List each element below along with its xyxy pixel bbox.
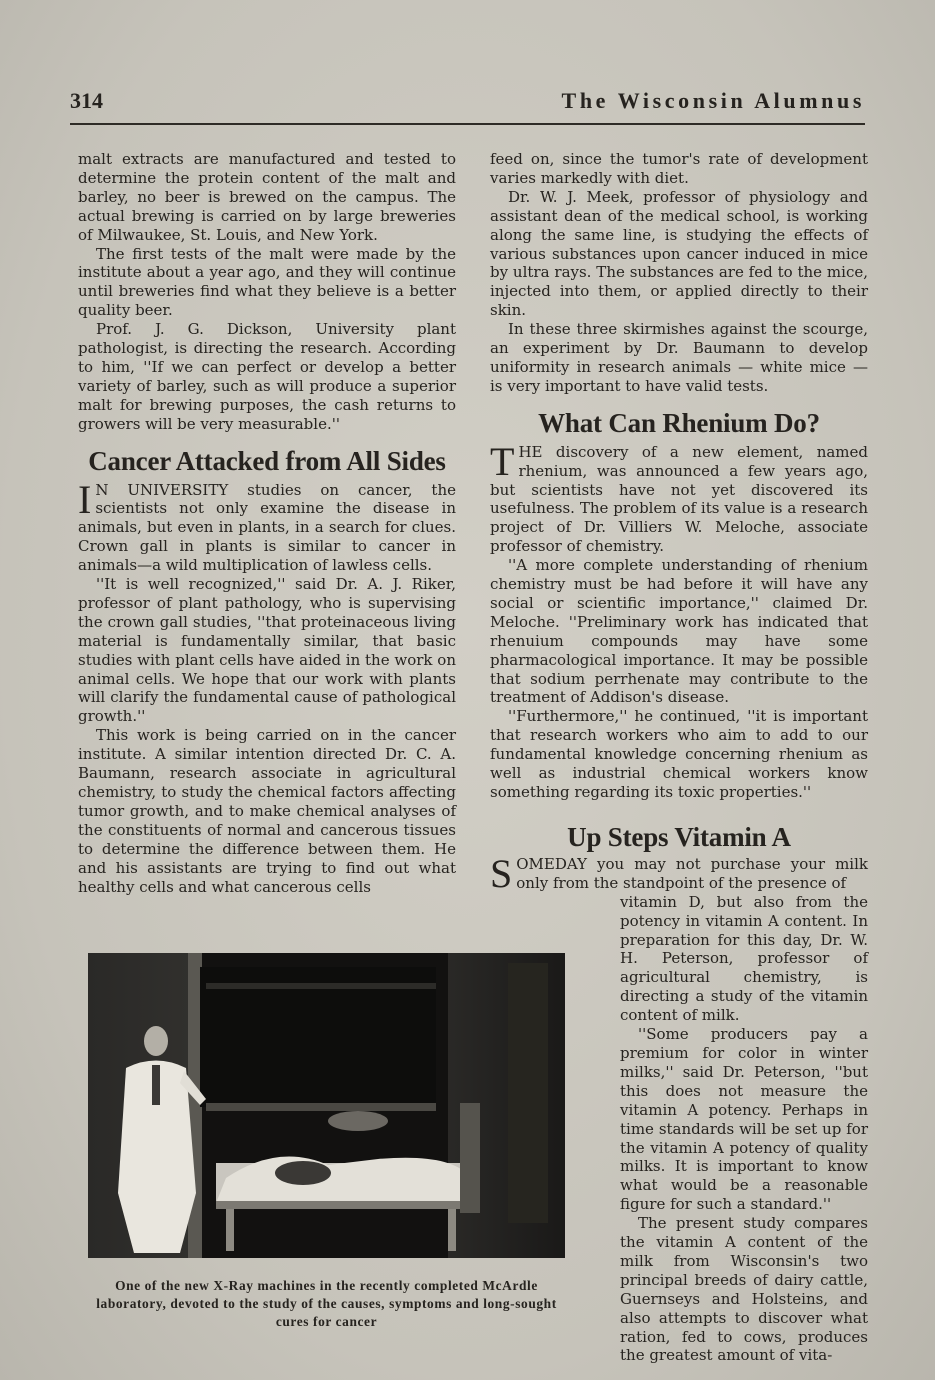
paragraph: malt extracts are manufactured and tested to determine the protein content of the malt and barley, no beer is brewed on the campus. The actual brewing is carried on by large breweries of Milwaukee, St. Louis, and New York. <box>78 150 456 244</box>
drop-cap: S <box>490 850 513 896</box>
paragraph <box>78 476 456 576</box>
paragraph: ''A more complete understanding of rhenium chemistry must be had before it will have any social or scientific importance,'' claimed Dr. Meloche. ''Preliminary work has indicated that rhenuium compounds may have some pharmacological importance. It may be possible that sodium perrhenate may contribute to the treatment of Addison's disease. <box>490 556 868 707</box>
paragraph: This work is being carried on in the cancer institute. A similar intention directed Dr. C. A. Baumann, research associate in agricultural chemistry, to study the chemical factors affecting tumor growth, and to make chemical analyses of the constituents of normal and cancerous tissues to determine the difference between them. He and his assistants are trying to find out what healthy cells and what cancerous cells <box>78 726 456 896</box>
cancer-heading: Cancer Attacked from All Sides <box>88 445 446 476</box>
page-header <box>70 88 865 122</box>
paragraph: The first tests of the malt were made by the institute about a year ago, and they will continue until breweries find what they believe is a better quality beer. <box>78 244 456 320</box>
paragraph: ''Some producers pay a premium for color in winter milks,'' said Dr. Peterson, ''but this does not measure the vitamin A potency. Perhaps in time standards will be set up for the vitamin A potency of quality milks. It is important to know what would be a reasonable figure for such a standard.'' <box>620 1025 868 1214</box>
left-column <box>78 150 456 896</box>
paragraph: vitamin D, but also from the potency in vitamin A content. In preparation for this day, Dr. W. H. Peterson, professor of agricultural chemistry, is directing a study of the vitamin content of milk. <box>620 892 868 1025</box>
paragraph-text: HE discovery of a new element, named rhenium, was announced a few years ago, but scientists have not yet discovered its usefulness. The problem of its value is a research project of Dr. Villiers W. Meloche, associate professor of chemistry. <box>490 442 868 556</box>
vitamin-heading: Up Steps Vitamin A <box>567 822 791 852</box>
paragraph: ''Furthermore,'' he continued, ''it is important that research workers who aim to add to our fundamental knowledge concerning rhenium as well as industrial chemical workers know something regarding its toxic properties.'' <box>490 707 868 801</box>
paragraph-text: OMEDAY you may not purchase your milk only from the standpoint of the presence of <box>516 854 868 892</box>
paragraph-text: N UNIVERSITY studies on cancer, the scientists not only examine the disease in animals, but even in plants, in a search for clues. Crown gall in plants is similar to cancer in animals—a wild multiplication of lawless cells. <box>78 480 456 575</box>
paragraph: Dr. W. J. Meek, professor of physiology and assistant dean of the medical school, is working along the same line, is studying the effects of various substances upon cancer induced in mice by ultra rays. The substances are fed to the mice, injected into them, or applied directly to their skin. <box>490 187 868 320</box>
photo-caption: One of the new X-Ray machines in the recently completed McArdle laboratory, devoted to the study of the causes, symptoms and long-sought cures for cancer <box>96 1278 557 1329</box>
journal-title: The Wisconsin Alumnus <box>561 88 865 113</box>
paragraph <box>490 438 868 556</box>
page-number: 314 <box>70 88 103 113</box>
header-rule <box>70 123 865 125</box>
right-column <box>490 150 868 802</box>
drop-cap: T <box>490 438 515 484</box>
paragraph: Prof. J. G. Dickson, University plant pathologist, is directing the research. According to him, ''If we can perfect or develop a better variety of barley, such as will produce a superior malt for brewing purposes, the cash returns to growers will be very measurable.'' <box>78 320 456 433</box>
paragraph: feed on, since the tumor's rate of development varies markedly with diet. <box>490 150 868 187</box>
xray-machine-photo <box>88 953 565 1258</box>
paragraph <box>490 850 868 896</box>
drop-cap: I <box>78 476 92 522</box>
paragraph: In these three skirmishes against the scourge, an experiment by Dr. Baumann to develop uniformity in research animals — white mice — is very important to have valid tests. <box>490 320 868 395</box>
paragraph: The present study compares the vitamin A content of the milk from Wisconsin's two principal breeds of dairy cattle, Guernseys and Holsteins, and also attempts to discover what ration, fed to cows, produces the greatest amount of vita- <box>620 1214 868 1365</box>
photo-illustration <box>88 953 565 1258</box>
narrow-text-block <box>620 893 868 1366</box>
rhenium-heading: What Can Rhenium Do? <box>538 407 820 438</box>
paragraph: ''It is well recognized,'' said Dr. A. J. Riker, professor of plant pathology, who is supervising the crown gall studies, ''that proteinaceous living material is fundamentally similar, that basic studies with plant cells have aided in the work on animal cells. We hope that our work with plants will clarify the fundamental cause of pathological growth.'' <box>78 575 456 726</box>
